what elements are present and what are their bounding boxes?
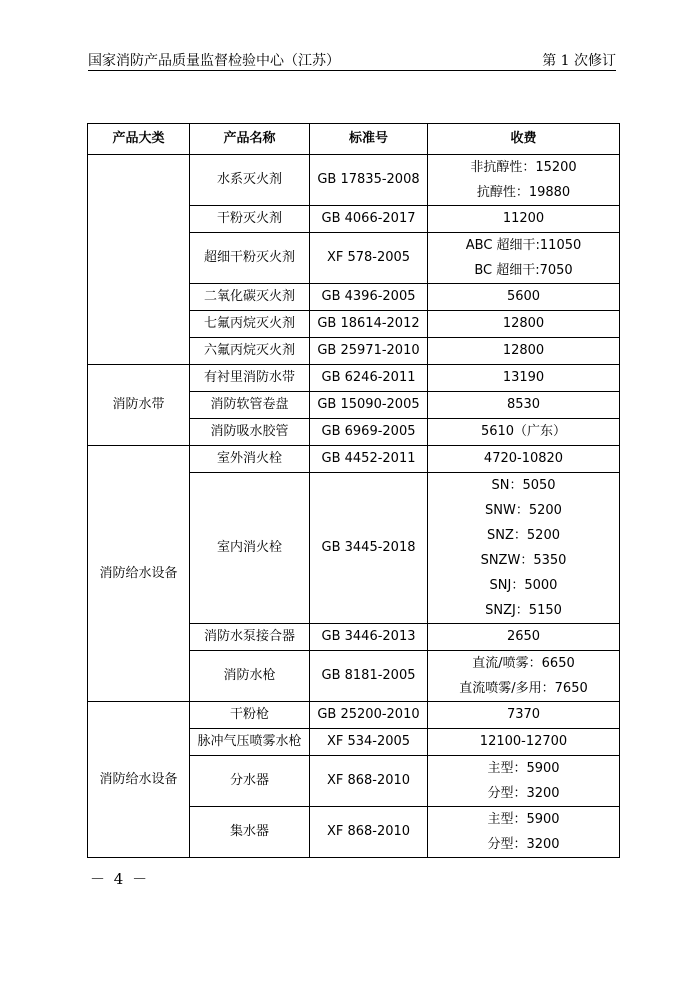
- product-name-cell: 干粉枪: [190, 702, 310, 729]
- fee-line: SNZ：5200: [487, 528, 560, 543]
- header-revision: 第 1 次修订: [542, 53, 616, 69]
- product-name-cell: 脉冲气压喷雾水枪: [190, 729, 310, 756]
- table-row: [88, 365, 620, 392]
- fee-line: SN：5050: [491, 478, 556, 493]
- product-name-cell: 分水器: [190, 756, 310, 807]
- fee-line: 直流/喷雾：6650: [472, 656, 575, 671]
- column-header-product: 产品名称: [190, 124, 310, 155]
- fee-line: 分型：3200: [487, 837, 560, 852]
- fee-cell: [428, 807, 620, 858]
- fee-table: [87, 123, 620, 858]
- fee-line: 直流喷雾/多用：7650: [459, 681, 588, 696]
- fee-line: SNJ：5000: [489, 578, 558, 593]
- fee-cell: [428, 651, 620, 702]
- standard-cell: XF 534-2005: [310, 729, 428, 756]
- standard-cell: GB 6246-2011: [310, 365, 428, 392]
- page-number: － 4 －: [90, 870, 150, 888]
- product-name-cell: 二氧化碳灭火剂: [190, 284, 310, 311]
- fee-cell: 5610（广东）: [428, 419, 620, 446]
- fee-cell: [428, 473, 620, 624]
- fee-cell: [428, 155, 620, 206]
- fee-line: ABC 超细干:11050: [465, 238, 582, 253]
- product-name-cell: 水系灭火剂: [190, 155, 310, 206]
- table-row: [88, 155, 620, 206]
- category-cell: 消防给水设备: [88, 446, 190, 702]
- standard-cell: GB 3446-2013: [310, 624, 428, 651]
- category-cell: 消防水带: [88, 365, 190, 446]
- standard-cell: GB 25200-2010: [310, 702, 428, 729]
- fee-cell: 11200: [428, 206, 620, 233]
- product-name-cell: 集水器: [190, 807, 310, 858]
- header-rule: [88, 70, 616, 71]
- standard-cell: XF 868-2010: [310, 756, 428, 807]
- standard-cell: GB 8181-2005: [310, 651, 428, 702]
- product-name-cell: 超细干粉灭火剂: [190, 233, 310, 284]
- product-name-cell: 室内消火栓: [190, 473, 310, 624]
- header-organization: 国家消防产品质量监督检验中心（江苏）: [88, 53, 340, 69]
- table-body: [88, 155, 620, 858]
- category-cell: [88, 155, 190, 365]
- fee-line: 主型：5900: [487, 812, 560, 827]
- product-name-cell: 消防水泵接合器: [190, 624, 310, 651]
- fee-cell: 7370: [428, 702, 620, 729]
- fee-line: SNZW：5350: [480, 553, 567, 568]
- standard-cell: GB 18614-2012: [310, 311, 428, 338]
- fee-line: SNZJ：5150: [485, 603, 562, 618]
- product-name-cell: 消防水枪: [190, 651, 310, 702]
- fee-cell: 13190: [428, 365, 620, 392]
- column-header-category: 产品大类: [88, 124, 190, 155]
- fee-line: 主型：5900: [487, 761, 560, 776]
- fee-line: BC 超细干:7050: [474, 263, 573, 278]
- standard-cell: GB 3445-2018: [310, 473, 428, 624]
- category-cell: 消防给水设备: [88, 702, 190, 858]
- fee-cell: 12100-12700: [428, 729, 620, 756]
- fee-cell: 2650: [428, 624, 620, 651]
- standard-cell: GB 6969-2005: [310, 419, 428, 446]
- product-name-cell: 室外消火栓: [190, 446, 310, 473]
- table-header-row: [88, 124, 620, 155]
- standard-cell: GB 17835-2008: [310, 155, 428, 206]
- product-name-cell: 六氟丙烷灭火剂: [190, 338, 310, 365]
- fee-line: 非抗醇性：15200: [470, 160, 577, 175]
- fee-line: SNW：5200: [485, 503, 562, 518]
- fee-cell: 5600: [428, 284, 620, 311]
- fee-cell: 12800: [428, 338, 620, 365]
- product-name-cell: 消防吸水胶管: [190, 419, 310, 446]
- table-row: [88, 446, 620, 473]
- fee-cell: [428, 233, 620, 284]
- standard-cell: GB 4066-2017: [310, 206, 428, 233]
- fee-line: 抗醇性：19880: [476, 185, 571, 200]
- fee-cell: 4720-10820: [428, 446, 620, 473]
- fee-cell: [428, 756, 620, 807]
- product-name-cell: 七氟丙烷灭火剂: [190, 311, 310, 338]
- product-name-cell: 有衬里消防水带: [190, 365, 310, 392]
- column-header-standard: 标准号: [310, 124, 428, 155]
- fee-cell: 12800: [428, 311, 620, 338]
- standard-cell: GB 25971-2010: [310, 338, 428, 365]
- product-name-cell: 干粉灭火剂: [190, 206, 310, 233]
- standard-cell: GB 4396-2005: [310, 284, 428, 311]
- table-row: [88, 702, 620, 729]
- standard-cell: XF 868-2010: [310, 807, 428, 858]
- standard-cell: GB 4452-2011: [310, 446, 428, 473]
- fee-cell: 8530: [428, 392, 620, 419]
- standard-cell: XF 578-2005: [310, 233, 428, 284]
- standard-cell: GB 15090-2005: [310, 392, 428, 419]
- fee-line: 分型：3200: [487, 786, 560, 801]
- page-header: [88, 50, 616, 72]
- column-header-fee: 收费: [428, 124, 620, 155]
- product-name-cell: 消防软管卷盘: [190, 392, 310, 419]
